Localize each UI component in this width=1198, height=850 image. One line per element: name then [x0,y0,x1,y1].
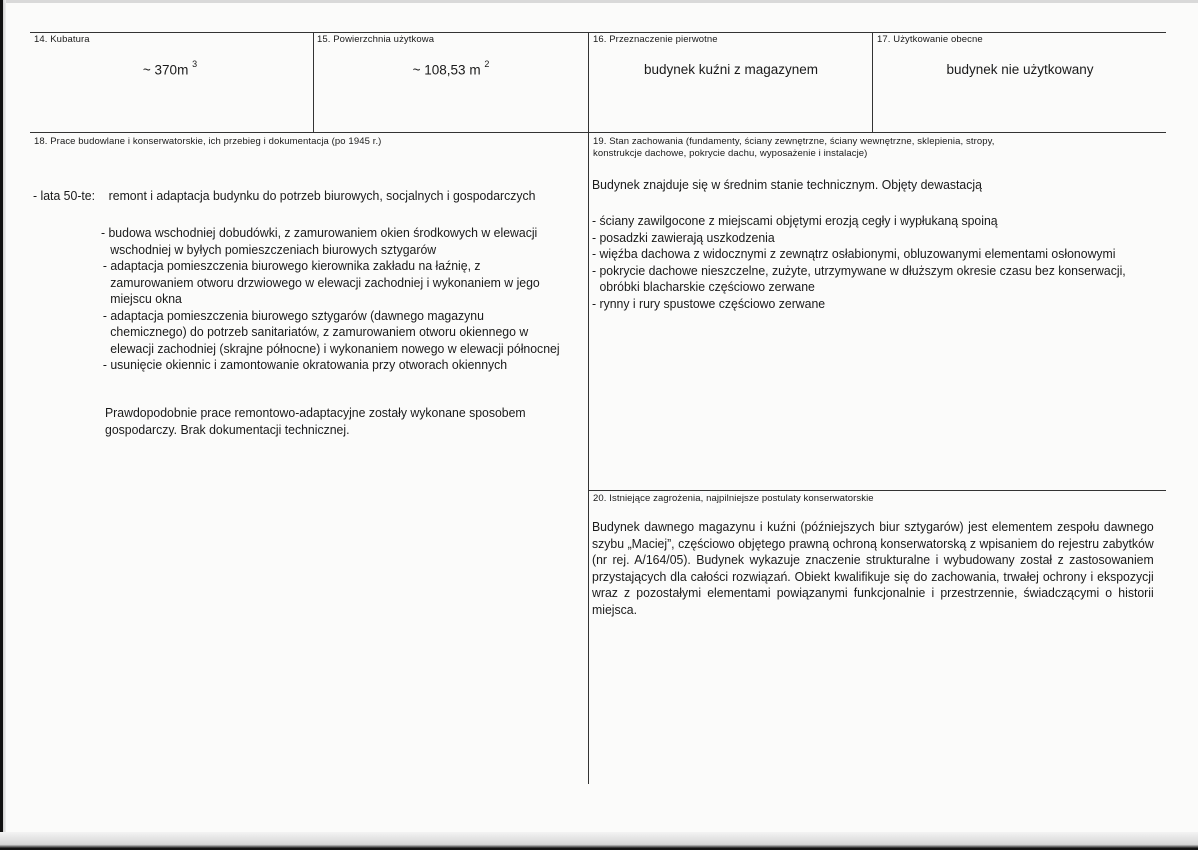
box-19-item-line: - pokrycie dachowe nieszczelne, zużyte, utrzymywane w dłuższym okresie czasu bez konserwacji, [592,262,1126,278]
box-18-period: - lata 50-te: [33,188,96,203]
box-15-value-sup: 2 [484,59,490,69]
box-18-item-line: - adaptacja pomieszczenia biurowego sztygarów (dawnego magazynu [102,307,484,323]
box-18-note-line: Prawdopodobnie prace remontowo-adaptacyjne zostały wykonane sposobem [105,405,526,420]
box-17-value: budynek nie użytkowany [946,62,1094,77]
box-18-items [101,225,560,374]
box-18-item-line: - budowa wschodniej dobudówki, z zamurowaniem okien środkowych w elewacji [101,225,538,240]
box-15-value [317,61,585,78]
box-20-label: 20. Istniejące zagrożenia, najpilniejsze postulaty konserwatorskie [593,493,874,504]
row1-bottom-rule [30,132,1166,133]
box-18-label: 18. Prace budowlane i konserwatorskie, ich przebieg i dokumentacja (po 1945 r.) [34,136,382,147]
box-14-value-sup: 3 [192,59,198,69]
box-19-intro: Budynek znajduje się w średnim stanie technicznym. Objęty dewastacją [592,177,982,192]
box-14-value [34,61,306,78]
box-18-note-line: gospodarczy. Brak dokumentacji technicznej. [105,421,350,437]
box-18-item-line: zamurowaniem otworu drzwiowego w elewacji zachodniej i wykonaniem w jego [110,274,540,290]
box-14-label: 14. Kubatura [34,34,90,45]
box-16-value: budynek kuźni z magazynem [643,62,819,77]
box-15-value-text: ~ 108,53 m [412,62,481,78]
box-18-period-text: remont i adaptacja budynku do potrzeb biurowych, socjalnych i gospodarczych [108,188,536,203]
box-19-item-line: - posadzki zawierają uszkodzenia [592,229,775,245]
scan-edge-bottom [0,832,1198,850]
box19-bottom-rule [588,490,1166,491]
box-18-item-line: - adaptacja pomieszczenia biurowego kierownika zakładu na łaźnię, z [102,258,481,273]
box-19-items [592,213,1126,312]
box-19-item-line: - więźba dachowa z widocznymi z zewnątrz osłabionymi, obluzowanymi elementami osłonowymi [592,246,1116,261]
divider-14-15 [313,32,314,132]
box-18-item-line: - usunięcie okiennic i zamontowanie okratowania przy otworach okiennych [102,357,508,372]
box-14-value-text: ~ 370m [142,62,189,78]
box-19-label-line: 19. Stan zachowania (fundamenty, ściany zewnętrzne, ściany wewnętrzne, sklepienia, stropy, [593,136,995,147]
box-18-note [105,405,526,438]
box-20-text: Budynek dawnego magazynu i kuźni (późniejszych biur sztygarów) jest elementem zespołu dawnego szybu „Maciej”, częściowo objętego prawną ochroną konserwatorską z wpisaniem do rejestru zabytków (nr rej. A/164/05). Budynek wykazuje znaczenie strukturalne i wybudowany został z zastosowaniem przystających dla całości rozwiązań. Obiekt kwalifikuje się do zachowania, trwałej ochrony i ekspozycji wraz z pozostałymi elementami powiązanymi funkcjonalnie i przestrzennie, świadczącymi o historii miejsca. [592,519,1154,617]
box-19-label [593,136,995,160]
box-18-item-line: elewacji zachodniej (skrajne północne) i wykonaniem nowego w elewacji północnej [110,340,560,356]
box-17-label: 17. Użytkowanie obecne [877,34,983,45]
box-18-item-line: miejscu okna [110,291,182,306]
box-19-item-line: - ściany zawilgocone z miejscami objętymi erozją cegły i wypłukaną spoiną [592,213,998,228]
box-15-label: 15. Powierzchnia użytkowa [317,34,435,45]
box-18-period-line [33,188,535,205]
top-rule [30,32,1166,33]
box-19-label-line: konstrukcje dachowe, pokrycie dachu, wyposażenie i instalacje) [593,148,868,159]
box-18-item-line: chemicznego) do potrzeb sanitariatów, z zamurowaniem otworu okiennego w [110,324,529,339]
box-18-item-line: wschodniej w byłych pomieszczeniach biurowych sztygarów [110,241,437,257]
box-16-label: 16. Przeznaczenie pierwotne [593,34,718,45]
scan-edge-top [0,0,1198,3]
divider-main [588,32,589,784]
box-19-item-line: obróbki blacharskie częściowo zerwane [599,279,815,294]
scan-edge-left [0,0,6,850]
box-19-item-line: - rynny i rury spustowe częściowo zerwane [592,295,826,311]
divider-16-17 [872,32,873,132]
